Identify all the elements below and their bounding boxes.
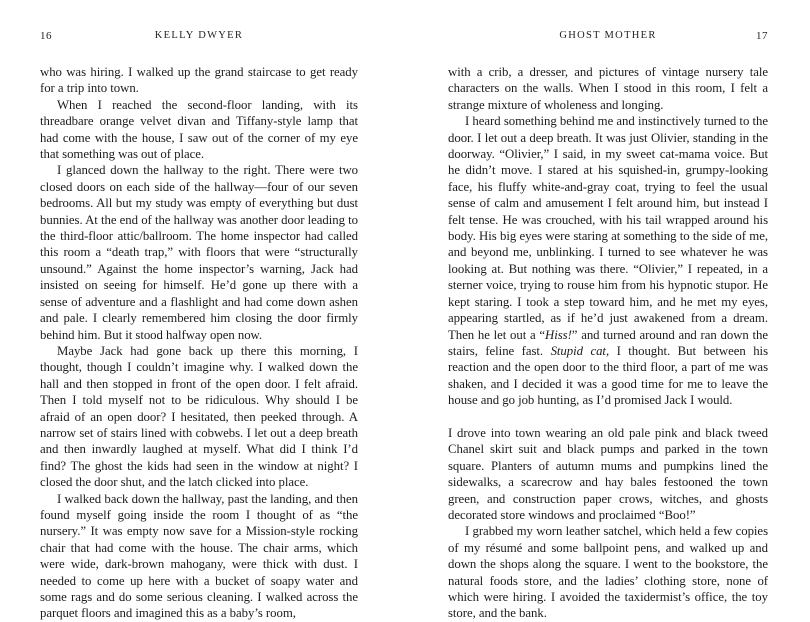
paragraph bbox=[448, 113, 768, 408]
body-text-right bbox=[448, 64, 768, 622]
paragraph bbox=[40, 491, 358, 622]
text-run: , I thought. But between his reaction and the open door to the third floor, a part of me was shaken, and I decided it was a good time for me to leave the house and go job hunting, as I’d promised Jack I would. bbox=[448, 343, 768, 408]
running-header-author: KELLY DWYER bbox=[154, 30, 244, 41]
text-run: Maybe Jack had gone back up there this morning, I thought, though I couldn’t imagine why. I walked down the hall and then stopped in front of the open door. I felt afraid. Then I told myself not to be ridiculous. Why should I be afraid of an open door? I hesitated, then peeked through. A narrow set of stairs lined with cobwebs. I let out a deep breath and then inwardly laughed at myself. What did I think I’d find? The ghost the kids had seen in the window at night? I closed the door shut, and the latch clicked into place. bbox=[40, 343, 358, 490]
paragraph bbox=[448, 523, 768, 621]
text-run: I grabbed my worn leather satchel, which held a few copies of my résumé and some ballpoint pens, and walked up and down the shops along the square. I went to the bookstore, the natural foods store, and the ladies’ clothing store, none of which were hiring. I avoided the taxidermist’s office, the toy store, and the bank. bbox=[448, 524, 768, 621]
paragraph bbox=[448, 64, 768, 113]
text-run: I glanced down the hallway to the right. There were two closed doors on each side of the hallway—four of our seven bedrooms. All but my study was empty of everything but dust bunnies. At the end of the hallway was another door leading to the third-floor attic/ballroom. The home inspector had called this room a “death trap,” with floors that were “structurally unsound.” Against the home inspector’s warning, Jack had insisted on seeing for himself. He’d gone up there with a sense of adventure and a flashlight and had come down ashen and pale. I clearly remembered him closing the door firmly behind him. But it stood halfway open now. bbox=[40, 163, 358, 342]
italic-text-run: Hiss! bbox=[545, 327, 572, 342]
paragraph bbox=[40, 64, 358, 97]
running-header-right bbox=[448, 30, 768, 45]
page-right bbox=[448, 30, 768, 622]
running-header-title: GHOST MOTHER bbox=[559, 30, 657, 41]
paragraph bbox=[40, 162, 358, 342]
running-header-left bbox=[40, 30, 358, 45]
body-text-left bbox=[40, 64, 358, 622]
text-run: I walked back down the hallway, past the landing, and then found myself going inside the room I thought of as “the nursery.” It was empty now save for a Mission-style rocking chair that had come with the house. The chair arms, which were wide, dark-brown mahogany, were thick with dust. I needed to come up here with a bucket of soapy water and some rags and do some serious cleaning. I walked across the parquet floors and imagined this as a baby’s room, bbox=[40, 491, 358, 621]
page-number-right: 17 bbox=[756, 30, 768, 42]
paragraph bbox=[448, 425, 768, 523]
text-run: I heard something behind me and instinctively turned to the door. I let out a deep breath. It was just Olivier, standing in the doorway. “Olivier,” I said, in my sweet cat-mama voice. But he didn’t move. I stared at his squished-in, grumpy-looking face, his fluffy white-and-gray coat, trying to feel the usual sense of calm and amusement I felt around him, but instead I felt tense. He was crouched, with his tail wrapped around his body. His big eyes were staring at something to the side of me, and beyond me, unblinking. I turned to see whatever he was looking at. But nothing was there. “Olivier,” I repeated, in a sterner voice, trying to rouse him from his hypnotic stupor. He kept staring. I took a step toward him, and he met my eyes, appearing startled, as if he’d just awakened from a dream. Then he let out a “ bbox=[448, 114, 768, 342]
paragraph bbox=[40, 343, 358, 491]
text-run: with a crib, a dresser, and pictures of vintage nursery tale characters on the walls. When I stood in this room, I felt a strange mixture of wholeness and longing. bbox=[448, 65, 768, 112]
text-run: I drove into town wearing an old pale pink and black tweed Chanel skirt suit and black pumps and parked in the town square. Planters of autumn mums and pumpkins lined the sidewalks, a scarecrow and hay bales festooned the town green, and construction paper crows, witches, and ghosts decorated store windows and proclaimed “Boo!” bbox=[448, 425, 768, 522]
text-run: ” and turned around and ran down the stairs, feline fast. bbox=[448, 327, 768, 358]
italic-text-run: Stupid cat bbox=[550, 343, 606, 358]
page-number-left: 16 bbox=[40, 30, 52, 42]
text-run: When I reached the second-floor landing, with its threadbare orange velvet divan and Tiffany-style lamp that had come with the house, I saw out of the corner of my eye that something was out of place. bbox=[40, 97, 358, 162]
page-left bbox=[40, 30, 358, 622]
paragraph bbox=[40, 97, 358, 163]
text-run: who was hiring. I walked up the grand staircase to get ready for a trip into town. bbox=[40, 65, 358, 96]
